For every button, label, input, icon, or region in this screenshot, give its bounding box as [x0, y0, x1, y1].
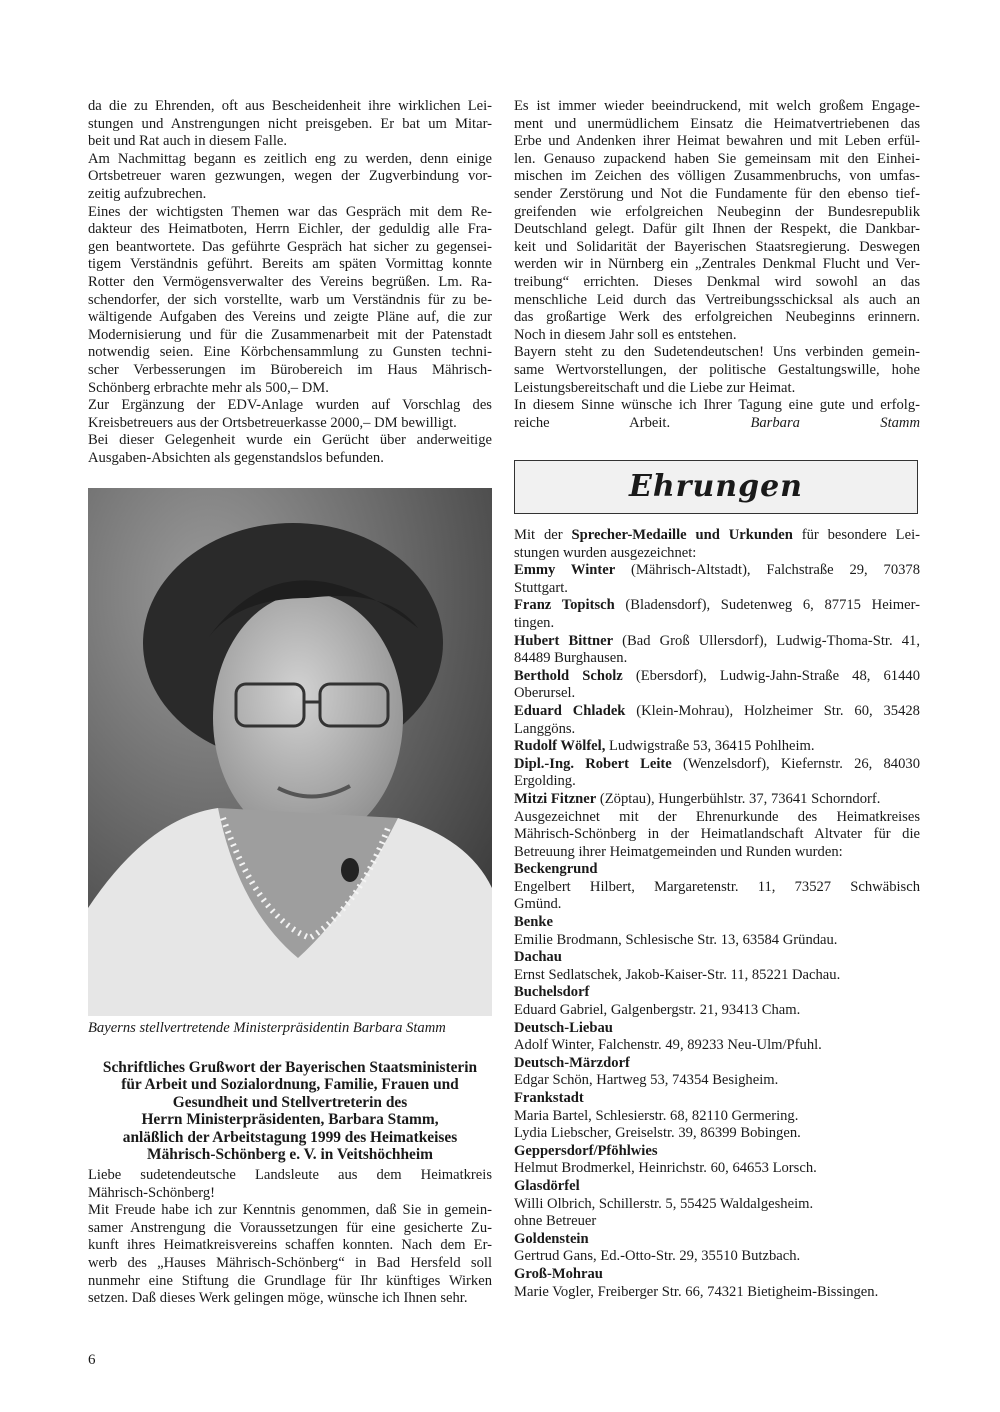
- text-line: Leistungsbereitschaft und die Liebe zur Heimat.: [514, 379, 796, 396]
- bold-name: Mitzi Fitzner: [514, 790, 597, 807]
- text-line: 84489 Burghausen.: [514, 650, 628, 667]
- bold-name: Hubert Bittner: [514, 632, 614, 649]
- bold-name: Geppersdorf/Pföhlwies: [514, 1142, 658, 1159]
- text-line: Gmünd.: [514, 896, 562, 913]
- text-line: Marie Vogler, Freiberger Str. 66, 74321 Bietigheim-Bissingen.: [514, 1283, 879, 1300]
- bold-name: Glasdörfel: [514, 1177, 580, 1194]
- text-segment: (Zöptau), Hungerbühlstr. 37, 73641 Schorndorf.: [596, 790, 881, 807]
- bold-name: Buchelsdorf: [514, 984, 590, 1001]
- paragraph: [514, 1266, 920, 1284]
- text-line: Es ist immer wieder beeindruckend, mit welch großem Engage-: [514, 98, 920, 114]
- text-line: [514, 861, 920, 879]
- text-line: beit und Rat auch in diesem Falle.: [88, 133, 287, 150]
- paragraph: [514, 1055, 920, 1073]
- text-line: Bayern steht zu den Sudetendeutschen! Uns verbinden gemein-: [514, 344, 920, 361]
- text-line: [514, 1020, 920, 1038]
- honors-list: [514, 527, 920, 1301]
- text-line: [514, 562, 920, 580]
- paragraph: [514, 861, 920, 879]
- text-line: [514, 1178, 920, 1196]
- text-line: Mährisch-Schönberg!: [88, 1184, 215, 1201]
- portrait-photo-barbara-stamm: [88, 488, 492, 1016]
- right-column-letter-text: [514, 98, 920, 432]
- text-line: [514, 1055, 920, 1073]
- text-line: [514, 984, 920, 1002]
- text-line: [514, 633, 920, 651]
- text-line: Emilie Brodmann, Schlesische Str. 13, 63584 Gründau.: [514, 931, 838, 948]
- text-line: Deutschland gelegt. Dafür gilt Ihnen der Respekt, die Dankbar-: [514, 221, 920, 238]
- text-line: wältigende Aufgaben des Vereins und zeigte Pläne auf, die zur: [88, 309, 492, 326]
- text-line: kunft ihres Heimatkreisvereins schaffen konnten. Nach dem Er-: [88, 1237, 492, 1254]
- text-line: Zur Ergänzung der EDV-Anlage wurden auf Vorschlag des: [88, 397, 492, 414]
- bold-name: Dipl.-Ing. Robert Leite: [514, 755, 672, 772]
- paragraph: [514, 809, 920, 862]
- text-line: Edgar Schön, Hartweg 53, 74354 Besigheim.: [514, 1072, 779, 1089]
- text-line: [514, 1090, 920, 1108]
- paragraph: [88, 98, 492, 151]
- text-line: scher Verbesserungen im Bürobereich im Haus Mährisch-: [88, 361, 492, 378]
- text-line: Betreuung ihrer Heimatgemeinden und Runden wurden:: [514, 843, 843, 860]
- bold-name: Benke: [514, 914, 553, 931]
- paragraph: [514, 562, 920, 597]
- paragraph: [514, 932, 920, 950]
- text-segment: (Wenzelsdorf), Kiefernstr. 26, 84030: [671, 755, 920, 772]
- paragraph: [514, 668, 920, 703]
- text-line: [514, 756, 920, 774]
- text-line: notwendig seien. Eine Körbchensammlung zu Gunsten techni-: [88, 344, 492, 361]
- text-line: Engelbert Hilbert, Margaretenstr. 11, 73527 Schwäbisch: [514, 878, 920, 895]
- bold-name: Goldenstein: [514, 1230, 589, 1247]
- paragraph: [88, 432, 492, 467]
- text-line: Mit Freude habe ich zur Kenntnis genommen, daß Sie in gemein-: [88, 1202, 492, 1219]
- text-line: Langgöns.: [514, 720, 576, 737]
- paragraph: [514, 98, 920, 344]
- text-line: [514, 1266, 920, 1284]
- text-line: len. Genauso zupackend haben Sie gemeinsam mit den Einhei-: [514, 150, 920, 167]
- section-title: Ehrungen: [629, 469, 803, 504]
- text-line: [514, 1143, 920, 1161]
- text-line: tingen.: [514, 614, 555, 631]
- paragraph: [88, 151, 492, 204]
- text-line: stungen wurden ausgezeichnet:: [514, 544, 697, 561]
- text-line: sender Zerstörung und Not die Fundamente für den ebenso tief-: [514, 185, 920, 202]
- text-segment: (Ebersdorf), Ludwig-Jahn-Straße 48, 61440: [622, 667, 920, 684]
- paragraph: [88, 204, 492, 398]
- heading-line: Herrn Ministerpräsidenten, Barbara Stamm,: [141, 1111, 439, 1129]
- text-line: Ergolding.: [514, 773, 576, 790]
- text-line: mischen im Zeichen des völligen Zusammenbruchs, von umfas-: [514, 168, 920, 185]
- paragraph: [514, 1248, 920, 1266]
- paragraph: [514, 791, 920, 809]
- text-line: da die zu Ehrenden, oft aus Bescheidenheit ihre wirklichen Lei-: [88, 98, 492, 114]
- text-line: treibung“ errichten. Dieses Denkmal wird sowohl an das: [514, 273, 920, 290]
- text-line: Eduard Gabriel, Galgenbergstr. 21, 93413 Cham.: [514, 1002, 801, 1019]
- paragraph: [514, 597, 920, 632]
- text-line: Kreisbetreuers aus der Ortsbetreuerkasse 2000,– DM bewilligt.: [88, 414, 457, 431]
- bold-name: Dachau: [514, 949, 562, 966]
- text-segment: für besondere Lei-: [792, 527, 920, 543]
- bold-name: Sprecher-Medaille und Urkunden: [571, 527, 793, 543]
- bold-name: Deutsch-Märzdorf: [514, 1054, 630, 1071]
- text-line: werden wir in Nürnberg ein „Zentrales Denkmal Flucht und Ver-: [514, 256, 920, 273]
- paragraph: [514, 1196, 920, 1214]
- text-line: Maria Bartel, Schlesierstr. 68, 82110 Germering.: [514, 1107, 799, 1124]
- text-line: [514, 703, 920, 721]
- bold-name: Frankstadt: [514, 1090, 584, 1106]
- text-line: same Wertvorstellungen, der politische Gestaltungswille, hohe: [514, 361, 920, 378]
- bold-name: Berthold Scholz: [514, 667, 623, 684]
- section-title-box: [514, 460, 918, 514]
- text-line: Stuttgart.: [514, 579, 568, 596]
- text-line: Eines der wichtigsten Themen war das Gespräch mit dem Re-: [88, 203, 492, 220]
- paragraph: [514, 1108, 920, 1126]
- paragraph: [514, 756, 920, 791]
- paragraph: [514, 527, 920, 562]
- paragraph: [514, 1125, 920, 1143]
- text-segment: Mit der: [514, 527, 572, 543]
- text-line: Schönberg erbrachte mehr als 500,– DM.: [88, 379, 329, 396]
- heading-line: für Arbeit und Sozialordnung, Familie, Frauen und: [121, 1076, 459, 1094]
- text-line: Liebe sudetendeutsche Landsleute aus dem Heimatkreis: [88, 1167, 492, 1183]
- text-line: [514, 597, 920, 615]
- bold-name: Beckengrund: [514, 861, 598, 878]
- paragraph: [514, 914, 920, 932]
- text-line: gen beantwortete. Das geführte Gespräch hat sicher zu gegensei-: [88, 238, 492, 255]
- text-line: Helmut Brodmerkel, Heinrichstr. 60, 64653 Lorsch.: [514, 1160, 817, 1177]
- paragraph: [514, 1178, 920, 1196]
- text-line: nunmehr eine Stiftung die Grundlage für Ihr künftiges Wirken: [88, 1272, 492, 1289]
- paragraph: [514, 397, 920, 432]
- paragraph: [88, 397, 492, 432]
- text-line: Lydia Liebscher, Greiselstr. 39, 86399 Bobingen.: [514, 1125, 801, 1142]
- text-line: Mährisch-Schönberg in der Heimatlandschaft Altvater für die: [514, 826, 920, 843]
- text-line: zeitig aufzubrechen.: [88, 185, 207, 202]
- heading-line: Gesundheit und Stellvertreterin des: [172, 1093, 408, 1111]
- text-line: samer Anstrengung die Voraussetzungen für eine gesicherte Zu-: [88, 1219, 492, 1236]
- text-line: [514, 1231, 920, 1249]
- paragraph: [514, 1020, 920, 1038]
- text-line: [514, 949, 920, 967]
- paragraph: [88, 1167, 492, 1202]
- paragraph: [514, 344, 920, 397]
- text-line: Oberursel.: [514, 685, 576, 702]
- photo-caption: Bayerns stellvertretende Ministerpräsidentin Barbara Stamm: [88, 1020, 446, 1036]
- text-line: Adolf Winter, Falchenstr. 49, 89233 Neu-Ulm/Pfuhl.: [514, 1037, 822, 1054]
- text-segment: reiche Arbeit.: [514, 414, 671, 431]
- paragraph: [88, 1202, 492, 1308]
- bold-name: Deutsch-Liebau: [514, 1019, 613, 1036]
- bold-name: Eduard Chladek: [514, 702, 626, 719]
- paragraph: [514, 967, 920, 985]
- paragraph: [514, 1143, 920, 1161]
- text-line: Bei dieser Gelegenheit wurde ein Gerücht über anderweitige: [88, 432, 492, 449]
- bold-name: Emmy Winter: [514, 562, 616, 579]
- text-line: stungen und Anstrengungen nicht preisgeben. Er bat um Mitar-: [88, 115, 492, 132]
- text-segment: Ludwigstraße 53, 36415 Pohlheim.: [605, 738, 815, 755]
- text-line: Gertrud Gans, Ed.-Otto-Str. 29, 35510 Butzbach.: [514, 1248, 801, 1265]
- paragraph: [514, 633, 920, 668]
- text-line: Ausgaben-Absichten als gegenstandslos befunden.: [88, 449, 384, 466]
- bold-name: Groß-Mohrau: [514, 1265, 603, 1282]
- bold-name: Franz Topitsch: [514, 597, 615, 614]
- text-line: Am Nachmittag begann es zeitlich eng zu werden, denn einige: [88, 150, 492, 167]
- text-line: Noch in diesem Jahr soll es entstehen.: [514, 326, 737, 343]
- portrait-image: [88, 488, 492, 1016]
- text-line: Willi Olbrich, Schillerstr. 5, 55425 Waldalgesheim.: [514, 1195, 814, 1212]
- paragraph: [514, 1072, 920, 1090]
- text-segment: (Mährisch-Altstadt), Falchstraße 29, 70378: [615, 562, 921, 579]
- signature: Barbara Stamm: [670, 414, 921, 431]
- text-line: menschliche Leid durch das Vertreibungsschicksal als auch an: [514, 291, 920, 308]
- text-line: [514, 415, 920, 433]
- paragraph: [514, 1160, 920, 1178]
- text-line: ment und unermüdlichem Einsatz die Heimatvertriebenen das: [514, 115, 920, 132]
- text-line: Ernst Sedlatschek, Jakob-Kaiser-Str. 11, 85221 Dachau.: [514, 966, 841, 983]
- left-column-article-text: [88, 98, 492, 467]
- text-line: Ortsbetreuer waren gezwungen, wegen der Zugverbindung vor-: [88, 168, 492, 185]
- text-line: dakteur des Heimatboten, Herrn Eichler, der geduldig alle Fra-: [88, 221, 492, 238]
- heading-line: anläßlich der Arbeitstagung 1999 des Heimatkeises: [122, 1128, 458, 1146]
- paragraph: [514, 949, 920, 967]
- heading-line: Mährisch-Schönberg e. V. in Veitshöchheim: [147, 1146, 433, 1164]
- text-segment: (Bad Groß Ullersdorf), Ludwig-Thoma-Str. 41,: [613, 632, 920, 649]
- text-line: werb des „Hauses Mährisch-Schönberg“ in Bad Hersfeld soll: [88, 1254, 492, 1271]
- text-line: [514, 791, 920, 809]
- page-number: 6: [88, 1352, 96, 1368]
- paragraph: [514, 879, 920, 914]
- text-line: Rotter den Vermögensverwalter des Vereins begrüßen. Lm. Ra-: [88, 273, 492, 290]
- text-line: das großartige Werk des erfolgreichen Neubeginns erinnern.: [514, 309, 920, 326]
- text-line: [514, 738, 920, 756]
- paragraph: [514, 1090, 920, 1108]
- greeting-heading: [88, 1059, 492, 1163]
- text-line: setzen. Daß dieses Werk gelingen möge, wünsche ich Ihnen sehr.: [88, 1290, 468, 1307]
- text-line: ohne Betreuer: [514, 1213, 597, 1230]
- heading-line: Schriftliches Grußwort der Bayerischen Staatsministerin: [102, 1059, 478, 1076]
- text-line: Ausgezeichnet mit der Ehrenurkunde des Heimatkreises: [514, 808, 920, 825]
- text-segment: (Bladensdorf), Sudetenweg 6, 87715 Heimer-: [614, 597, 920, 614]
- text-line: Erbe und Andenken ihrer Heimat bewahren und mit Leben erfül-: [514, 133, 920, 150]
- text-line: [514, 668, 920, 686]
- text-line: tigem Verständnis geführt. Bereits am späten Vormittag konnte: [88, 256, 492, 273]
- text-line: [514, 914, 920, 932]
- paragraph: [514, 984, 920, 1002]
- text-line: Modernisierung und für die Zusammenarbeit mit der Patenstadt: [88, 326, 492, 343]
- paragraph: [514, 1002, 920, 1020]
- text-line: [514, 527, 920, 545]
- paragraph: [514, 703, 920, 738]
- paragraph: [514, 738, 920, 756]
- greeting-letter-text: [88, 1167, 492, 1308]
- text-segment: (Klein-Mohrau), Holzheimer Str. 60, 35428: [625, 702, 920, 719]
- paragraph: [514, 1284, 920, 1302]
- paragraph: [514, 1213, 920, 1231]
- paragraph: [514, 1037, 920, 1055]
- text-line: schendorfer, der sich vorstellte, warb um Verständnis für zu be-: [88, 291, 492, 308]
- text-line: In diesem Sinne wünsche ich Ihrer Tagung eine gute und erfolg-: [514, 397, 920, 414]
- bold-name: Rudolf Wölfel,: [514, 738, 606, 755]
- text-line: greifenden wie erfolgreichen Neubeginn der Bundesrepublik: [514, 203, 920, 220]
- text-line: keit und Solidarität der Bayerischen Staatsregierung. Deswegen: [514, 238, 920, 255]
- paragraph: [514, 1231, 920, 1249]
